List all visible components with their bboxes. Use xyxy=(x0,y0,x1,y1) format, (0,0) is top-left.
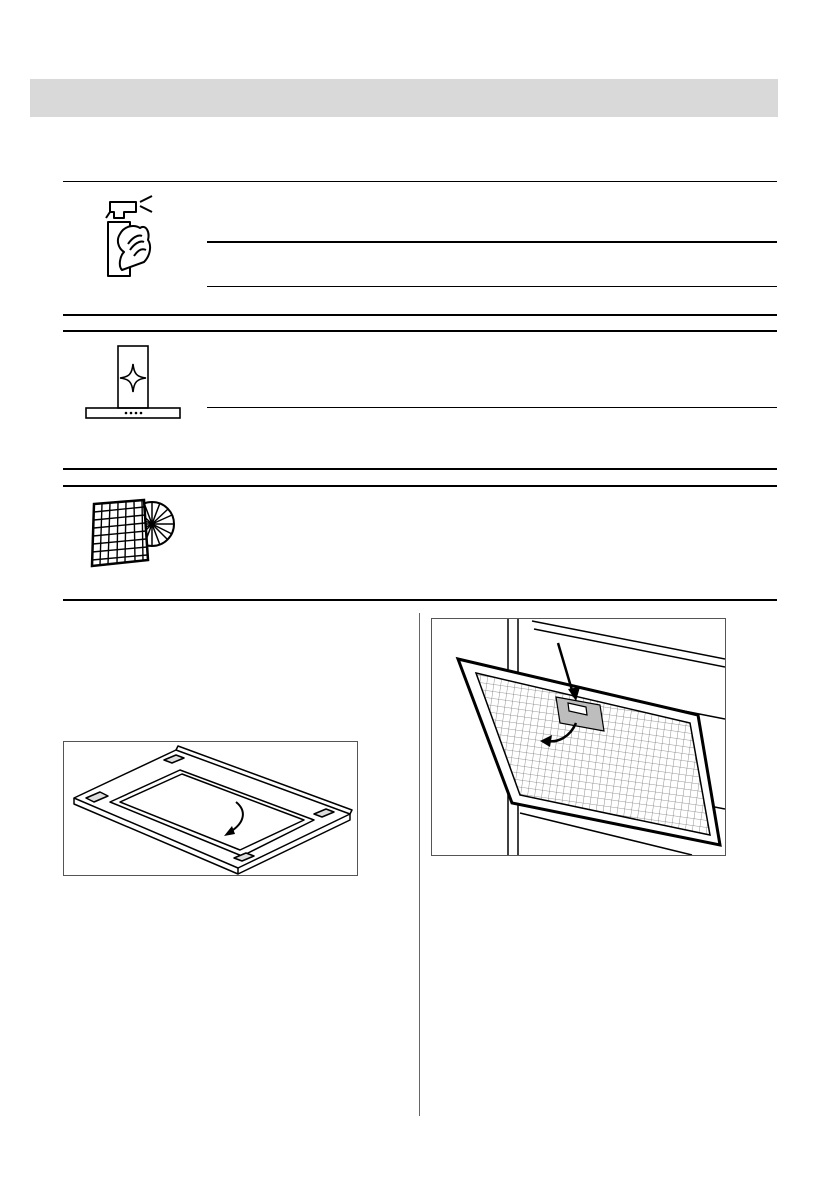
grease-filter-latch-illustration xyxy=(431,618,726,856)
table-bottom-rule xyxy=(63,599,777,601)
row1-inner-rule-b xyxy=(207,286,777,287)
cooker-hood-sparkle-icon xyxy=(84,344,182,420)
grease-and-carbon-filter-icon xyxy=(80,494,176,570)
column-divider xyxy=(419,613,420,1116)
row1-bottom-rule xyxy=(63,314,777,316)
row3-top-rule xyxy=(63,485,777,487)
hood-underside-filter-removal-illustration xyxy=(63,741,358,876)
table-top-rule xyxy=(63,181,777,182)
row2-bottom-rule xyxy=(63,468,777,470)
section-header-bar xyxy=(30,79,778,117)
row2-top-rule xyxy=(63,330,777,332)
row2-inner-rule xyxy=(207,407,777,408)
spray-and-cloth-icon xyxy=(100,194,162,280)
row1-inner-rule-a xyxy=(207,241,777,243)
